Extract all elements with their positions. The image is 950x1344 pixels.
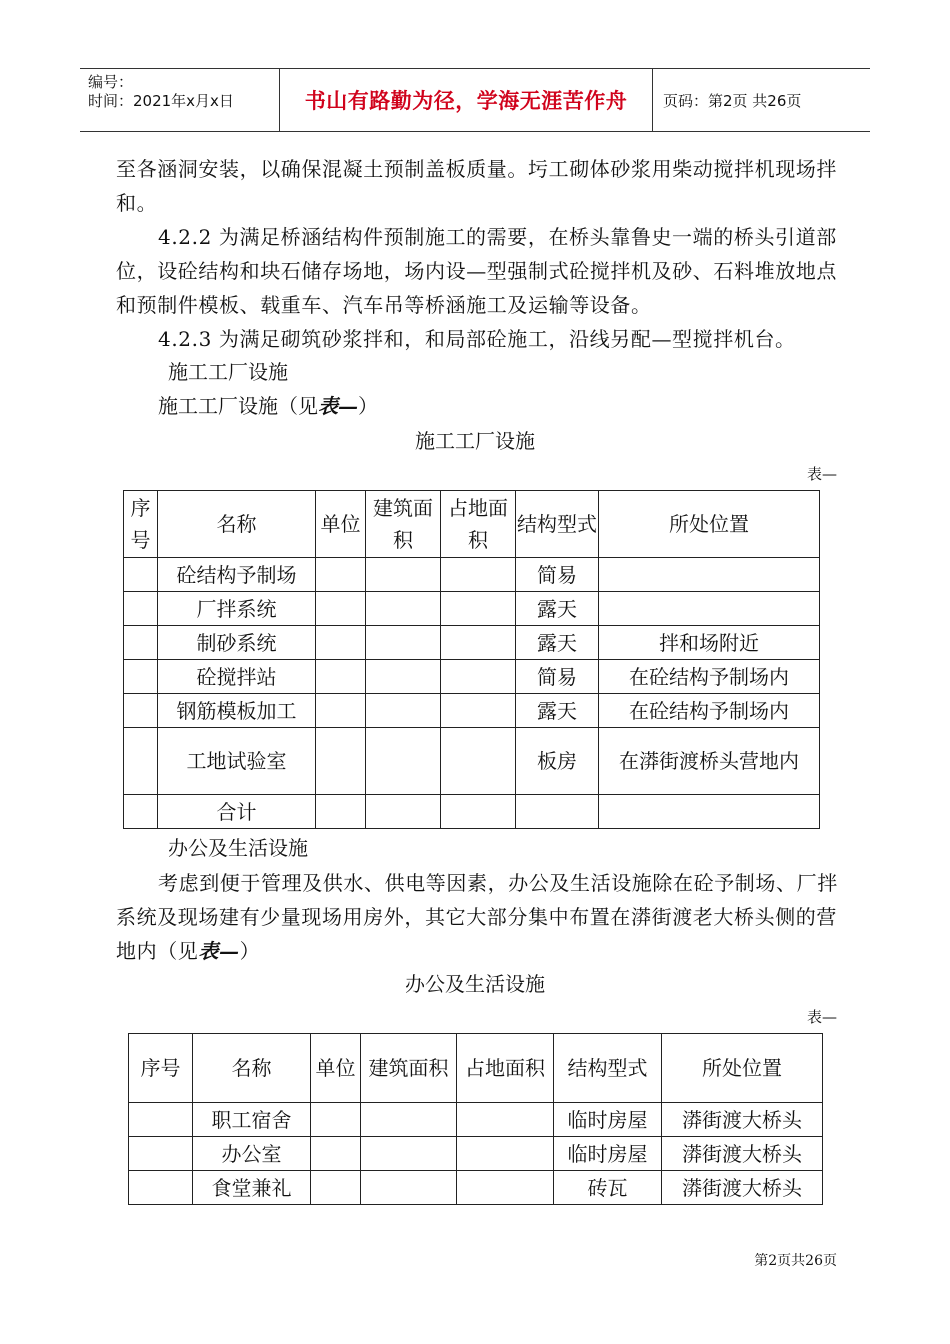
- cell: [599, 795, 820, 829]
- cell: [129, 1171, 193, 1205]
- col-header-building-area: 建筑面积: [361, 1034, 457, 1103]
- cell: [441, 558, 516, 592]
- cell: [316, 592, 366, 626]
- cell: 在砼结构予制场内: [599, 694, 820, 728]
- paragraph-4-text: 考虑到便于管理及供水、供电等因素，办公及生活设施除在砼予制场、厂拌系统及现场建有少量现场用房外，其它大部分集中布置在漭街渡老大桥头侧的营地内（见: [116, 871, 838, 963]
- table-row: [129, 1137, 823, 1171]
- cell: 简易: [516, 558, 599, 592]
- cell: [124, 592, 158, 626]
- cell: 砼结构予制场: [158, 558, 316, 592]
- cell: 露天: [516, 694, 599, 728]
- cell: 板房: [516, 728, 599, 795]
- factory-ref-table-label: 表—: [318, 394, 358, 418]
- table-header-row: [129, 1034, 823, 1103]
- cell: [316, 558, 366, 592]
- cell: 拌和场附近: [599, 626, 820, 660]
- cell: 露天: [516, 626, 599, 660]
- office-ref-table-label: 表—: [198, 939, 240, 963]
- table1-title: 施工工厂设施: [415, 429, 535, 453]
- table-row: [124, 558, 820, 592]
- table-row: [129, 1171, 823, 1205]
- table-row: [129, 1103, 823, 1137]
- cell: [316, 694, 366, 728]
- cell: 办公室: [193, 1137, 311, 1171]
- cell: 在砼结构予制场内: [599, 660, 820, 694]
- paragraph-2: 4.2.2 为满足桥涵结构件预制施工的需要，在桥头靠鲁史一端的桥头引道部位，设砼结构和块石储存场地，场内设—型强制式砼搅拌机及砂、石料堆放地点和预制件模板、载重车、汽车吊等桥涵施工及运输等设备。: [116, 225, 837, 317]
- table-row: [124, 592, 820, 626]
- cell: [366, 558, 441, 592]
- cell: [129, 1103, 193, 1137]
- col-header-location: 所处位置: [599, 491, 820, 558]
- cell: [316, 626, 366, 660]
- col-header-land-area: 占地面积: [457, 1034, 554, 1103]
- cell: [124, 694, 158, 728]
- cell: 漭街渡大桥头: [662, 1171, 823, 1205]
- cell: 临时房屋: [554, 1103, 662, 1137]
- paragraph-4: [116, 866, 838, 968]
- cell: [311, 1137, 361, 1171]
- cell: [366, 660, 441, 694]
- cell: [457, 1137, 554, 1171]
- cell: [457, 1171, 554, 1205]
- cell: [124, 660, 158, 694]
- paragraph-1: 至各涵洞安装，以确保混凝土预制盖板质量。圬工砌体砂浆用柴动搅拌机现场拌和。: [116, 157, 837, 215]
- cell: 钢筋模板加工: [158, 694, 316, 728]
- cell: [441, 795, 516, 829]
- cell: 临时房屋: [554, 1137, 662, 1171]
- cell: 砼搅拌站: [158, 660, 316, 694]
- header-meta: [80, 69, 280, 131]
- col-header-index: 序号: [124, 491, 158, 558]
- col-header-unit: 单位: [311, 1034, 361, 1103]
- doc-number-label: 编号：: [88, 73, 134, 91]
- col-header-structure: 结构型式: [554, 1034, 662, 1103]
- office-facilities-table: [128, 1033, 823, 1205]
- factory-ref-close: ）: [358, 394, 378, 418]
- cell: 厂拌系统: [158, 592, 316, 626]
- col-header-building-area: 建筑面积: [366, 491, 441, 558]
- cell: 露天: [516, 592, 599, 626]
- cell: 漭街渡大桥头: [662, 1103, 823, 1137]
- cell: [366, 626, 441, 660]
- cell: [361, 1137, 457, 1171]
- cell: [441, 694, 516, 728]
- cell: [441, 660, 516, 694]
- cell: [124, 626, 158, 660]
- cell: [366, 728, 441, 795]
- cell: [441, 728, 516, 795]
- cell: [124, 795, 158, 829]
- col-header-name: 名称: [158, 491, 316, 558]
- col-header-location: 所处位置: [662, 1034, 823, 1103]
- cell: [457, 1103, 554, 1137]
- cell: [366, 592, 441, 626]
- cell: [599, 558, 820, 592]
- cell: [311, 1103, 361, 1137]
- col-header-structure: 结构型式: [516, 491, 599, 558]
- col-header-name: 名称: [193, 1034, 311, 1103]
- col-header-index: 序号: [129, 1034, 193, 1103]
- factory-table-reference: [158, 391, 378, 421]
- cell: [361, 1103, 457, 1137]
- cell: [316, 795, 366, 829]
- page-footer: 第2页共26页: [754, 1253, 837, 1269]
- section-heading-factory: 施工工厂设施: [168, 360, 288, 384]
- cell: 工地试验室: [158, 728, 316, 795]
- cell: 在漭街渡桥头营地内: [599, 728, 820, 795]
- factory-ref-text: 施工工厂设施（见: [158, 394, 318, 418]
- col-header-unit: 单位: [316, 491, 366, 558]
- header-page-label: 页码：第2页 共26页: [663, 91, 802, 110]
- table1-tag: 表—: [806, 465, 837, 483]
- table2-title: 办公及生活设施: [405, 972, 545, 996]
- col-header-land-area: 占地面积: [441, 491, 516, 558]
- cell: 职工宿舍: [193, 1103, 311, 1137]
- paragraph-3: 4.2.3 为满足砌筑砂浆拌和，和局部砼施工，沿线另配—型搅拌机台。: [158, 327, 796, 351]
- header-motto: 书山有路勤为径，学海无涯苦作舟: [280, 69, 653, 131]
- cell: [316, 660, 366, 694]
- cell: [316, 728, 366, 795]
- cell: 食堂兼礼: [193, 1171, 311, 1205]
- cell: [124, 728, 158, 795]
- cell: 砖瓦: [554, 1171, 662, 1205]
- cell: [441, 592, 516, 626]
- table-row: [124, 694, 820, 728]
- table-row: [124, 626, 820, 660]
- cell: [516, 795, 599, 829]
- section-heading-office: 办公及生活设施: [168, 836, 308, 860]
- cell: 漭街渡大桥头: [662, 1137, 823, 1171]
- table-row: [124, 728, 820, 795]
- cell: [599, 592, 820, 626]
- page-header: [80, 68, 870, 132]
- table-row-total: [124, 795, 820, 829]
- cell: 制砂系统: [158, 626, 316, 660]
- cell: [441, 626, 516, 660]
- table2-tag: 表—: [806, 1008, 837, 1026]
- cell: 合计: [158, 795, 316, 829]
- doc-time-label: 时间：2021年x月x日: [88, 92, 234, 110]
- factory-facilities-table: [123, 490, 820, 829]
- office-ref-close: ）: [239, 939, 261, 963]
- cell: [129, 1137, 193, 1171]
- cell: [361, 1171, 457, 1205]
- cell: [124, 558, 158, 592]
- table-row: [124, 660, 820, 694]
- table-header-row: [124, 491, 820, 558]
- cell: [366, 795, 441, 829]
- cell: 简易: [516, 660, 599, 694]
- cell: [311, 1171, 361, 1205]
- cell: [366, 694, 441, 728]
